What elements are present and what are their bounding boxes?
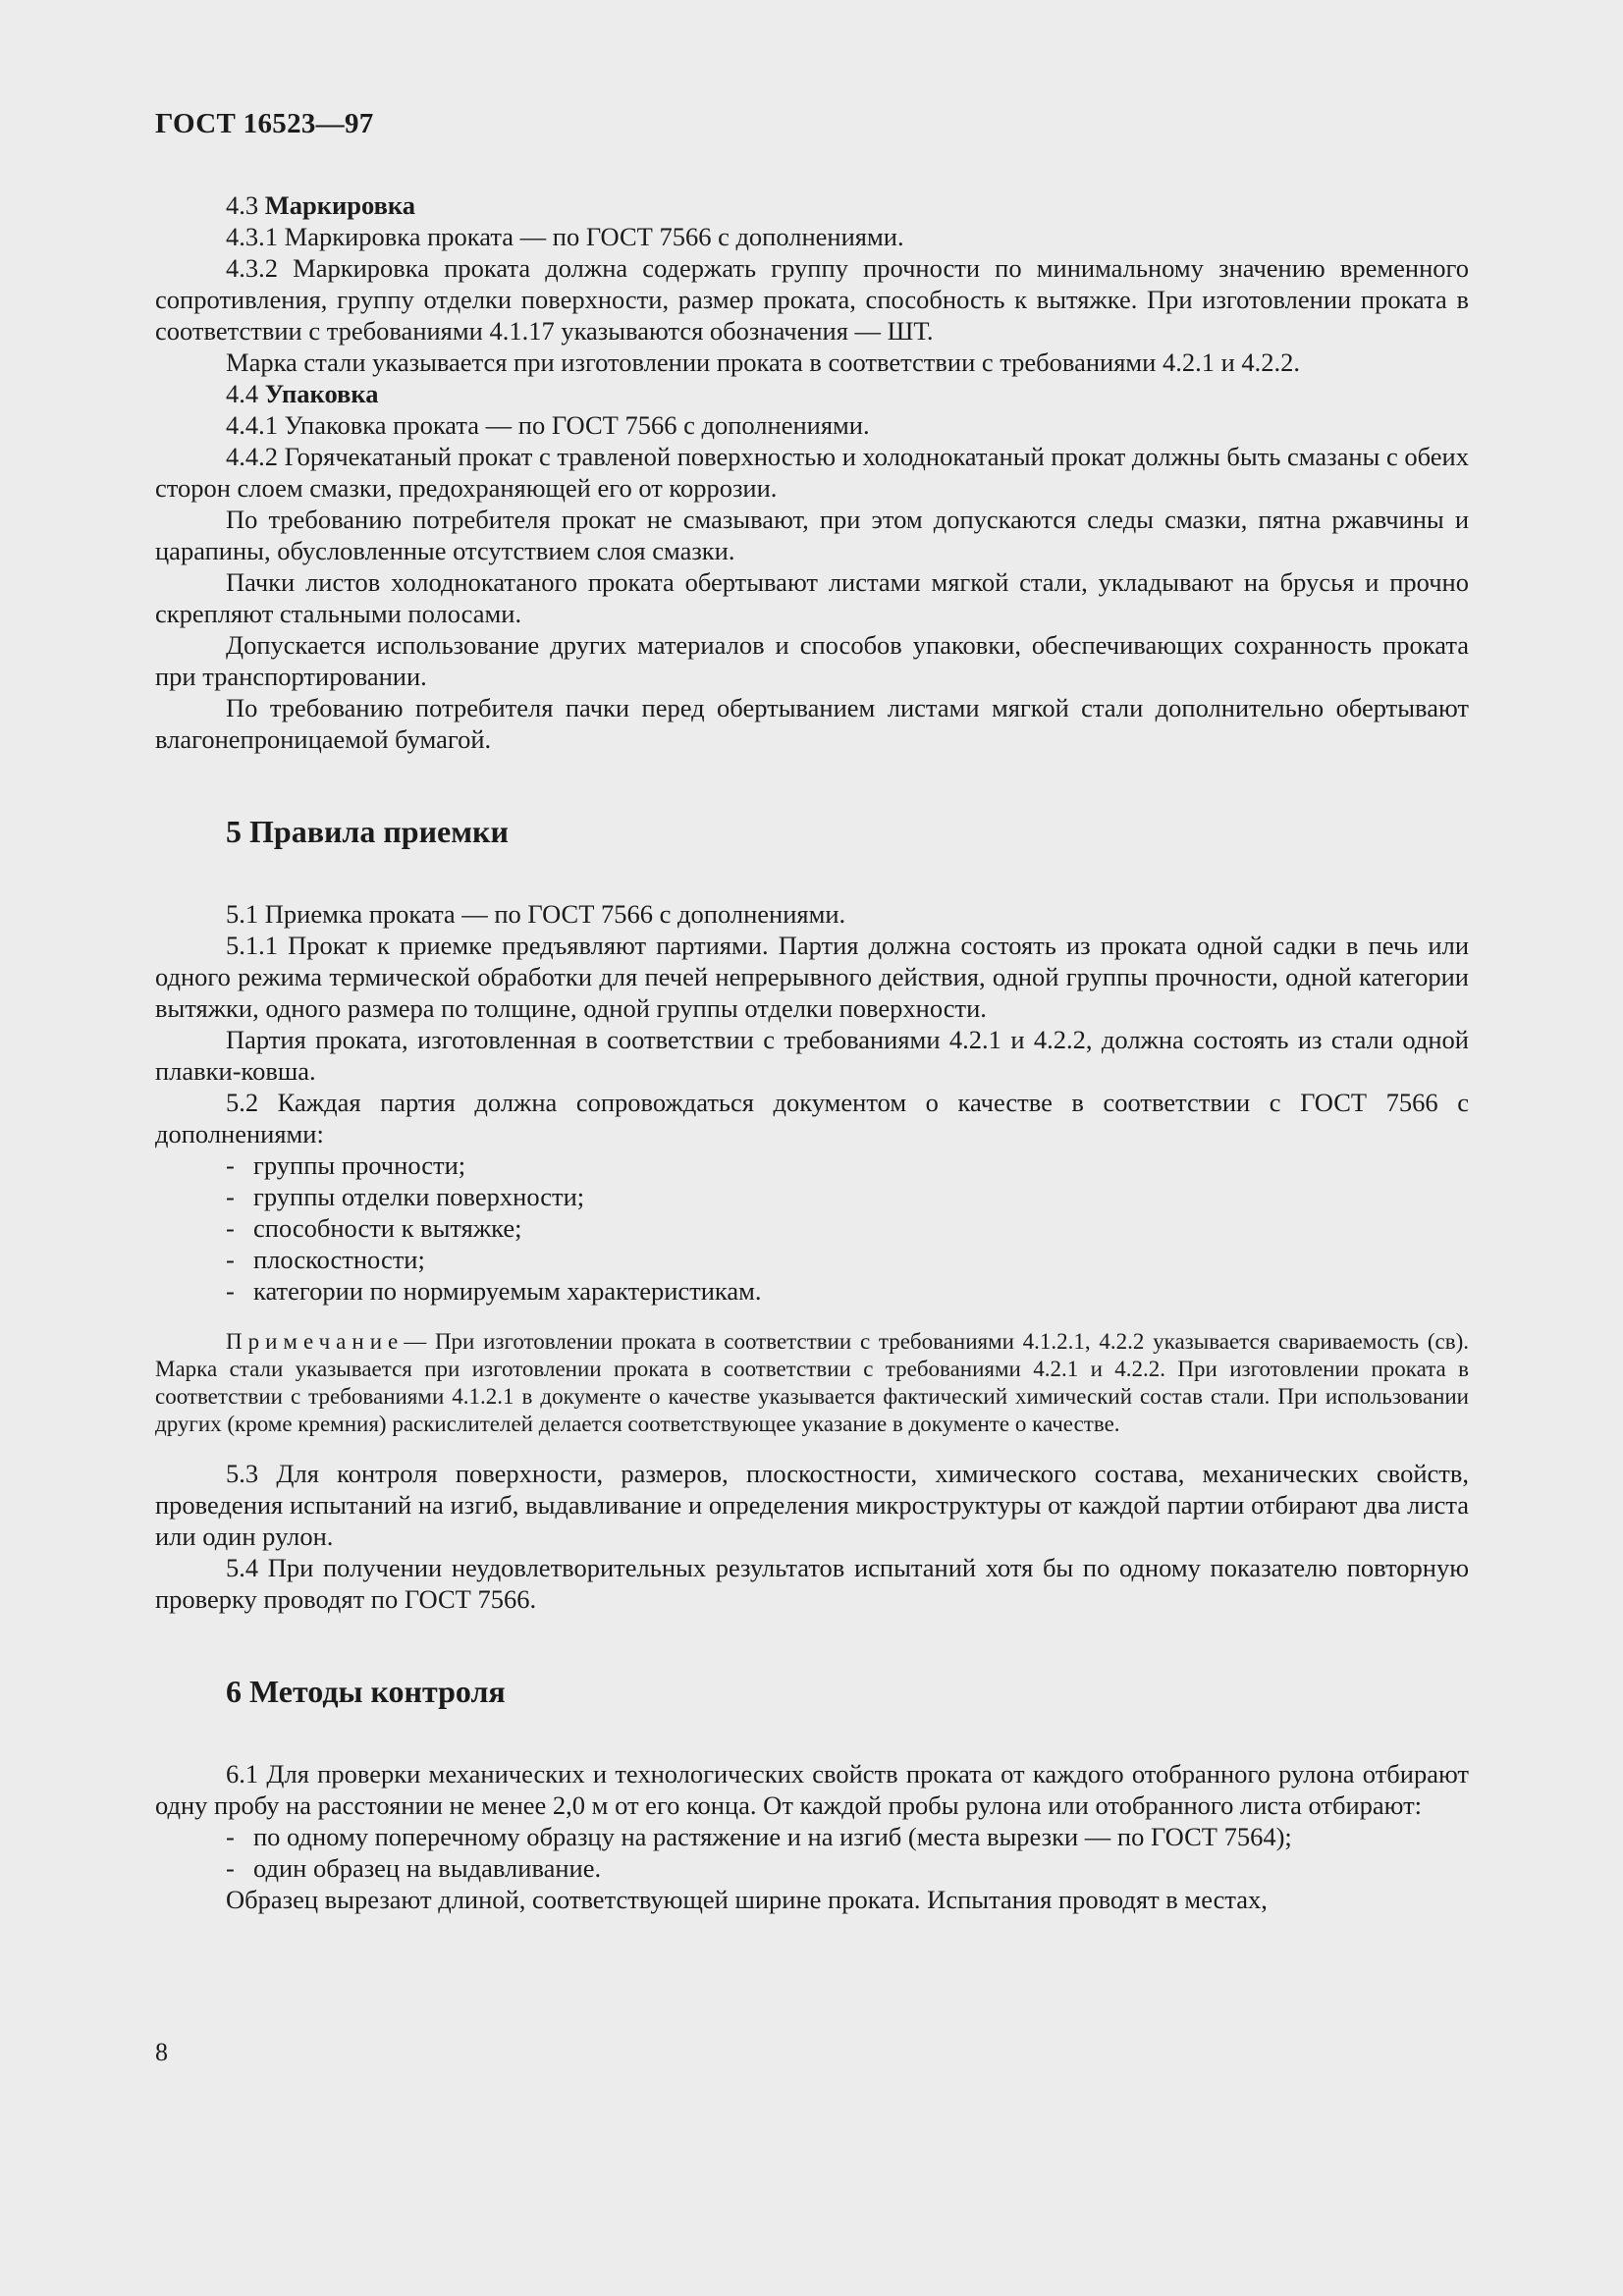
dash-marker: - [226,1150,235,1180]
list-item-text: плоскостности; [253,1245,425,1274]
list-item [155,1852,1469,1884]
paragraph-4-4-2: 4.4.2 Горячекатаный прокат с травленой поверхностью и холоднокатаный прокат должны быть смазаны с обеих сторон слоем смазки, предохраняющей его от коррозии. [155,442,1469,503]
list-item [155,1212,1469,1244]
list-item [155,1821,1469,1852]
subsection-4-4-heading [155,378,1469,409]
list-item-text: один образец на выдавливание. [253,1853,602,1883]
dash-marker: - [226,1213,235,1243]
note-block [155,1328,1469,1438]
list-item-text: группы отделки поверхности; [253,1182,585,1211]
list-item-text: группы прочности; [253,1150,466,1180]
list-6-1 [155,1821,1469,1884]
list-item-text: по одному поперечному образцу на растяжение и на изгиб (места вырезки — по ГОСТ 7564); [253,1822,1292,1851]
document-page [155,108,1469,1915]
list-item [155,1244,1469,1275]
paragraph-6-1: 6.1 Для проверки механических и технологических свойств проката от каждого отобранного рулона отбирают одну пробу на расстоянии не менее 2,0 м от его конца. От каждой пробы рулона или отобранного листа отбирают: [155,1759,1469,1820]
section-6-heading: 6 Методы контроля [226,1674,506,1709]
paragraph-4-3-2b: Марка стали указывается при изготовлении проката в соответствии с требованиями 4.2.1 и 4.2.2. [226,347,1301,377]
subsection-number: 4.4 [226,379,259,408]
dash-marker: - [226,1853,235,1883]
paragraph-5-1-1: 5.1.1 Прокат к приемке предъявляют партиями. Партия должна состоять из проката одной садки в печь или одного режима термической обработки для печей непрерывного действия, одной группы прочности, одной категории вытяжки, одного размера по толщине, одной группы отделки поверхности. [155,931,1469,1023]
paragraph-5-1-1b: Партия проката, изготовленная в соответствии с требованиями 4.2.1 и 4.2.2, должна состоять из стали одной плавки-ковша. [155,1025,1469,1086]
subsection-title: Упаковка [264,379,379,408]
list-item-text: категории по нормируемым характеристикам. [253,1276,762,1306]
document-header: ГОСТ 16523—97 [155,108,374,139]
list-item-text: способности к вытяжке; [253,1213,522,1243]
paragraph-5-1: 5.1 Приемка проката — по ГОСТ 7566 с дополнениями. [226,899,846,929]
paragraph-4-3-2: 4.3.2 Маркировка проката должна содержать группу прочности по минимальному значению временного сопротивления, группу отделки поверхности, размер проката, способность к вытяжке. При изготовлении проката в соответствии с требованиями 4.1.17 указываются обозначения — ШТ. [155,253,1469,346]
paragraph-5-4: 5.4 При получении неудовлетворительных результатов испытаний хотя бы по одному показателю повторную проверку проводят по ГОСТ 7566. [155,1553,1469,1614]
paragraph-4-4-2c: Пачки листов холоднокатаного проката обертывают листами мягкой стали, укладывают на брусья и прочно скрепляют стальными полосами. [155,567,1469,628]
section-5-heading: 5 Правила приемки [226,814,509,849]
paragraph-5-2: 5.2 Каждая партия должна сопровождаться документом о качестве в соответствии с ГОСТ 7566 с дополнениями: [155,1088,1469,1148]
subsection-4-3-heading [155,189,1469,221]
subsection-title: Маркировка [264,190,416,220]
dash-marker: - [226,1822,235,1851]
dash-marker: - [226,1276,235,1306]
paragraph-6-1b: Образец вырезают длиной, соответствующей ширине проката. Испытания проводят в местах, [226,1885,1268,1914]
list-item [155,1149,1469,1181]
page-number: 8 [155,2038,168,2066]
paragraph-4-4-1: 4.4.1 Упаковка проката — по ГОСТ 7566 с дополнениями. [226,410,870,440]
dash-marker: - [226,1245,235,1274]
note-label: Примечание [226,1329,405,1354]
list-5-2 [155,1149,1469,1307]
paragraph-5-3: 5.3 Для контроля поверхности, размеров, плоскостности, химического состава, механических свойств, проведения испытаний на изгиб, выдавливание и определения микроструктуры от каждой партии отбирают два листа или один рулон. [155,1459,1469,1551]
paragraph-4-4-2b: По требованию потребителя прокат не смазывают, при этом допускаются следы смазки, пятна ржавчины и царапины, обусловленные отсутствием слоя смазки. [155,505,1469,565]
list-item [155,1181,1469,1212]
note-text: — При изготовлении проката в соответствии с требованиями 4.1.2.1, 4.2.2 указывается свариваемость (св). Марка стали указывается при изготовлении проката в соответствии с требованиями 4.2.1 и 4.2.2. При изготовлении проката в соответствии с требованиями 4.1.2.1 в документе о качестве указывается фактический химический состав стали. При использовании других (кроме кремния) раскислителей делается соответствующее указание в документе о качестве. [155,1329,1469,1436]
subsection-number: 4.3 [226,190,259,220]
paragraph-4-4-2d: Допускается использование других материалов и способов упаковки, обеспечивающих сохранность проката при транспортировании. [155,630,1469,691]
paragraph-4-3-1: 4.3.1 Маркировка проката — по ГОСТ 7566 с дополнениями. [226,222,904,251]
paragraph-4-4-2e: По требованию потребителя пачки перед обертыванием листами мягкой стали дополнительно обертывают влагонепроницаемой бумагой. [155,693,1469,754]
list-item [155,1275,1469,1307]
dash-marker: - [226,1182,235,1211]
